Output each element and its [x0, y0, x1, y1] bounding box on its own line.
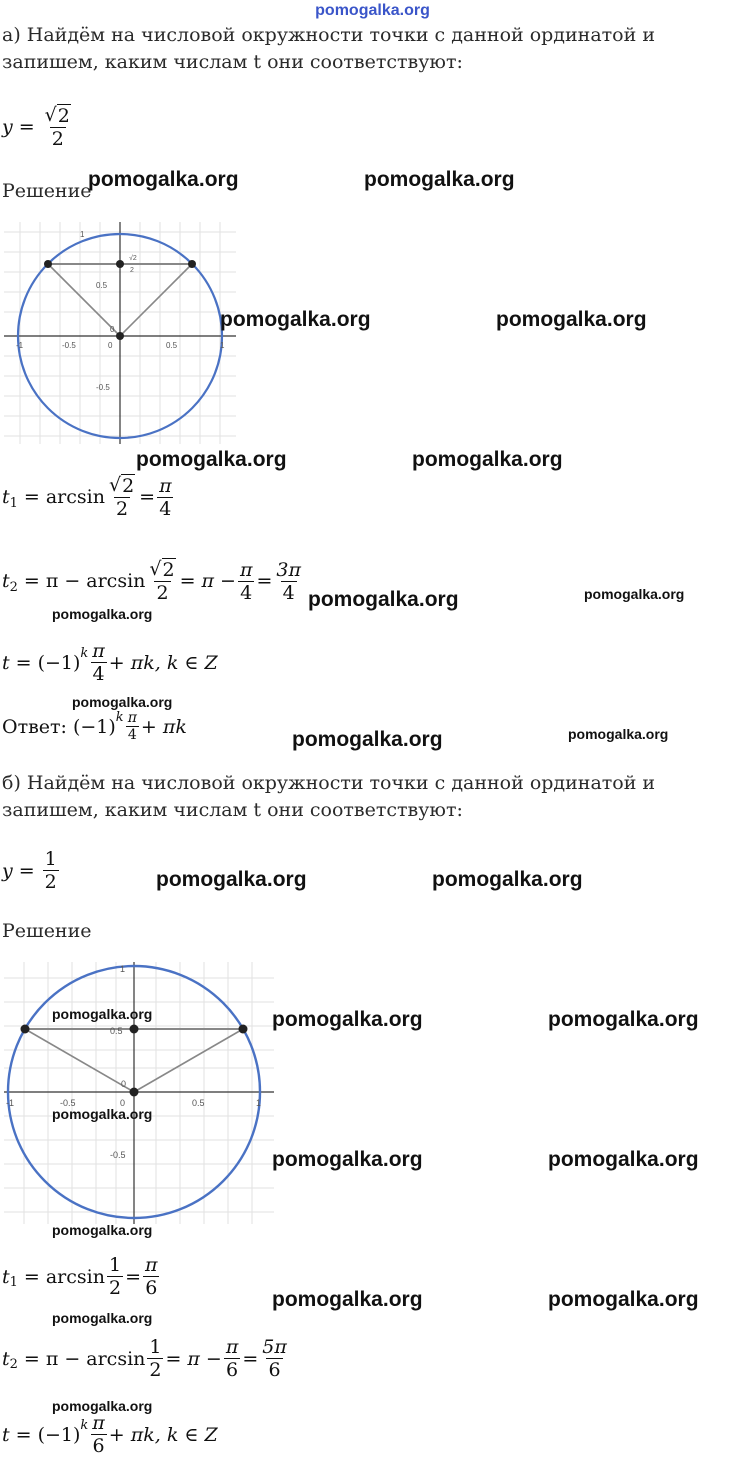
watermark: pomogalka.org — [584, 586, 685, 602]
task-a-text: а) Найдём на числовой окружности точки с данной ординатой и запишем, каким числам t они соответствуют: — [2, 24, 655, 73]
general-a-f-den: 4 — [92, 663, 105, 685]
t2-a-arg-den: 2 — [156, 582, 169, 604]
t2-a-f1 — [238, 559, 255, 604]
radius-left-b — [25, 1029, 134, 1092]
watermark: pomogalka.org — [272, 1148, 423, 1171]
tick-x-b-0: -1 — [6, 1098, 15, 1108]
t2-a-lhs: t — [2, 570, 10, 592]
tick-y-b-1: 0.5 — [110, 1026, 123, 1036]
tick-y-b-2: -0.5 — [110, 1150, 126, 1160]
t1-a-fn: arcsin — [45, 486, 105, 508]
t1-b-res-num: π — [144, 1254, 158, 1276]
general-b-exp: k — [80, 1418, 89, 1433]
t1-b-fn: arcsin — [45, 1265, 105, 1288]
point-right-a — [188, 260, 196, 268]
t2-a-arg — [147, 558, 177, 604]
tick-x-b-1: -0.5 — [60, 1098, 76, 1108]
watermark: pomogalka.org — [52, 606, 153, 622]
general-a-f-num: π — [92, 640, 105, 662]
t1-a-eq2: = — [139, 486, 156, 508]
t2-b-pi2: π — [187, 1347, 200, 1370]
t2-b-eq: = — [23, 1347, 40, 1370]
t2-b-f1 — [224, 1336, 241, 1381]
t2-a-f2-num: 3π — [276, 558, 301, 581]
t2-a-fn: arcsin — [86, 570, 146, 592]
t1-b-formula — [2, 1254, 161, 1299]
t1-b-arg-den: 2 — [108, 1277, 122, 1299]
sqrt-icon: √ — [44, 104, 57, 126]
t2-a-pi2: π — [201, 570, 215, 592]
t1-b-result — [143, 1254, 160, 1299]
t2-b-pi: π — [45, 1347, 59, 1370]
t2-a-arg-num: 2 — [162, 559, 175, 581]
t2-a-formula — [2, 558, 305, 604]
watermark: pomogalka.org — [52, 1106, 153, 1122]
unit-circle-graph-a — [4, 222, 236, 444]
point-center-b — [130, 1025, 139, 1034]
answer-a-tail: + πk — [140, 715, 187, 738]
general-b-tail: + πk, k ∈ Z — [108, 1423, 218, 1446]
given-b — [2, 848, 61, 893]
t2-a-pi: π — [45, 570, 59, 592]
tick-y-a-1: 0.5 — [96, 281, 108, 290]
solution-a-label: Решение — [2, 180, 92, 202]
watermark: pomogalka.org — [52, 1006, 153, 1022]
given-a-fraction — [43, 104, 73, 150]
general-a-frac — [90, 640, 107, 685]
t2-b-arg-den: 2 — [149, 1359, 162, 1381]
tick-y-a-0: 1 — [80, 230, 85, 239]
sqrt-icon: √ — [149, 558, 162, 580]
general-b-formula — [2, 1412, 218, 1457]
given-b-num: 1 — [44, 848, 57, 870]
t2-b-f2-den: 6 — [268, 1359, 281, 1381]
tick-x-a-1: -0.5 — [62, 341, 76, 350]
t1-b-index: 1 — [9, 1275, 18, 1290]
given-a-eq: = — [18, 116, 35, 138]
t2-a-eq3: = — [256, 570, 273, 592]
t2-b-f1-num: π — [225, 1336, 239, 1358]
watermark: pomogalka.org — [292, 728, 443, 751]
point-right-b — [239, 1025, 248, 1034]
tick-y-b-0: 1 — [120, 964, 126, 974]
t1-a-lhs: t — [2, 486, 10, 508]
answer-a-base: (−1) — [72, 715, 116, 738]
point-left-a — [44, 260, 52, 268]
answer-a — [2, 710, 187, 743]
given-b-var: y — [2, 859, 13, 882]
sqrt-icon: √ — [108, 474, 122, 496]
answer-a-label: Ответ: — [2, 715, 67, 738]
t2-a-minus2: − — [220, 570, 236, 592]
given-b-den: 2 — [44, 871, 57, 893]
general-a-exp: k — [80, 646, 89, 661]
watermark: pomogalka.org — [496, 308, 647, 331]
t2-b-eq3: = — [242, 1347, 259, 1370]
general-b-frac — [90, 1412, 107, 1457]
general-a-tail: + πk, k ∈ Z — [108, 651, 218, 674]
t2-b-minus: − — [64, 1347, 81, 1370]
watermark: pomogalka.org — [412, 448, 563, 471]
t1-a-result — [157, 475, 174, 520]
given-a-var: y — [2, 116, 13, 138]
t2-b-fn: arcsin — [86, 1347, 146, 1370]
point-label-a-den: 2 — [130, 267, 134, 274]
watermark: pomogalka.org — [220, 308, 371, 331]
answer-a-frac — [126, 710, 139, 743]
general-b-f-num: π — [92, 1412, 105, 1434]
t2-b-f1-den: 6 — [226, 1359, 239, 1381]
point-left-b — [21, 1025, 30, 1034]
watermark: pomogalka.org — [548, 1008, 699, 1031]
t2-b-arg-num: 1 — [149, 1336, 162, 1358]
t2-b-minus2: − — [205, 1347, 222, 1370]
answer-a-f-num: π — [127, 710, 137, 726]
t2-b-f2-num: 5π — [262, 1336, 287, 1358]
t1-a-formula — [2, 474, 176, 520]
watermark: pomogalka.org — [52, 1398, 153, 1414]
t1-b-arg-num: 1 — [108, 1254, 122, 1276]
tick-x-b-2: 0 — [120, 1098, 126, 1108]
watermark: pomogalka.org — [72, 694, 173, 710]
t1-b-lhs: t — [2, 1265, 10, 1288]
t1-a-index: 1 — [9, 495, 18, 511]
given-a-num: 2 — [57, 105, 70, 127]
watermark: pomogalka.org — [52, 1310, 153, 1326]
tick-x-a-2: 0 — [108, 341, 113, 350]
tick-y-a-2: -0.5 — [96, 383, 110, 392]
t2-b-lhs: t — [2, 1347, 10, 1370]
general-b-base: (−1) — [37, 1423, 81, 1446]
t2-a-eq: = — [23, 570, 40, 592]
watermark: pomogalka.org — [52, 1222, 153, 1238]
watermark: pomogalka.org — [272, 1008, 423, 1031]
t2-a-f2 — [274, 559, 303, 604]
point-center-a — [116, 260, 124, 268]
watermark: pomogalka.org — [364, 168, 515, 191]
general-a-base: (−1) — [37, 651, 81, 674]
t1-b-res-den: 6 — [145, 1277, 158, 1299]
t1-a-arg — [107, 474, 137, 520]
tick-x-a-4: 1 — [220, 341, 225, 350]
t2-a-f2-den: 4 — [282, 581, 295, 604]
t1-a-arg-den: 2 — [116, 498, 129, 520]
t2-a-f1-den: 4 — [240, 581, 253, 604]
watermark: pomogalka.org — [88, 168, 239, 191]
tick-x-b-3: 0.5 — [192, 1098, 205, 1108]
t2-a-f1-num: π — [239, 558, 253, 581]
site-header-link[interactable]: pomogalka.org — [315, 2, 430, 19]
origin-point-a — [116, 332, 124, 340]
watermark: pomogalka.org — [548, 1288, 699, 1311]
given-a — [2, 104, 75, 150]
t2-b-formula — [2, 1336, 291, 1381]
watermark: pomogalka.org — [548, 1148, 699, 1171]
t1-b-eq2: = — [125, 1265, 141, 1288]
t1-a-arg-num: 2 — [122, 475, 135, 497]
t2-a-eq2: = — [179, 570, 196, 592]
given-a-den: 2 — [51, 128, 64, 150]
given-b-fraction — [43, 848, 59, 893]
solution-b-label: Решение — [2, 920, 92, 942]
t1-a-eq: = — [23, 486, 40, 508]
radius-right-a — [120, 264, 192, 336]
task-b-text: б) Найдём на числовой окружности точки с данной ординатой и запишем, каким числам t они соответствуют: — [2, 772, 656, 821]
general-a-lhs: t — [2, 651, 10, 674]
origin-label-b: 0 — [121, 1079, 127, 1089]
general-b-f-den: 6 — [92, 1435, 105, 1457]
general-a-eq: = — [15, 651, 32, 674]
t1-a-res-num: π — [159, 474, 172, 497]
watermark: pomogalka.org — [308, 588, 459, 611]
unit-circle-graph-b — [4, 962, 274, 1224]
radius-right-b — [134, 1029, 243, 1092]
t2-a-index: 2 — [9, 579, 18, 595]
t2-b-f2 — [260, 1336, 289, 1381]
watermark: pomogalka.org — [568, 726, 669, 742]
tick-x-a-3: 0.5 — [166, 341, 178, 350]
t2-a-minus: − — [64, 570, 81, 592]
t2-b-eq2: = — [165, 1347, 182, 1370]
origin-point-b — [130, 1088, 139, 1097]
t2-b-index: 2 — [9, 1357, 18, 1372]
watermark: pomogalka.org — [272, 1288, 423, 1311]
answer-a-exp: k — [115, 710, 124, 725]
watermark: pomogalka.org — [136, 448, 287, 471]
tick-x-b-4: 1 — [256, 1098, 262, 1108]
answer-a-f-den: 4 — [127, 727, 137, 743]
general-b-lhs: t — [2, 1423, 10, 1446]
t2-b-arg — [147, 1336, 163, 1381]
given-b-eq: = — [18, 859, 35, 882]
t1-b-arg — [107, 1254, 123, 1299]
watermark: pomogalka.org — [156, 868, 307, 891]
point-label-a-num: √2 — [129, 255, 137, 262]
origin-label-a: 0 — [110, 325, 115, 334]
watermark: pomogalka.org — [432, 868, 583, 891]
general-b-eq: = — [15, 1423, 32, 1446]
t1-a-res-den: 4 — [159, 497, 172, 520]
general-a-formula — [2, 640, 218, 685]
tick-x-a-0: -1 — [16, 341, 24, 350]
t1-b-eq: = — [23, 1265, 40, 1288]
